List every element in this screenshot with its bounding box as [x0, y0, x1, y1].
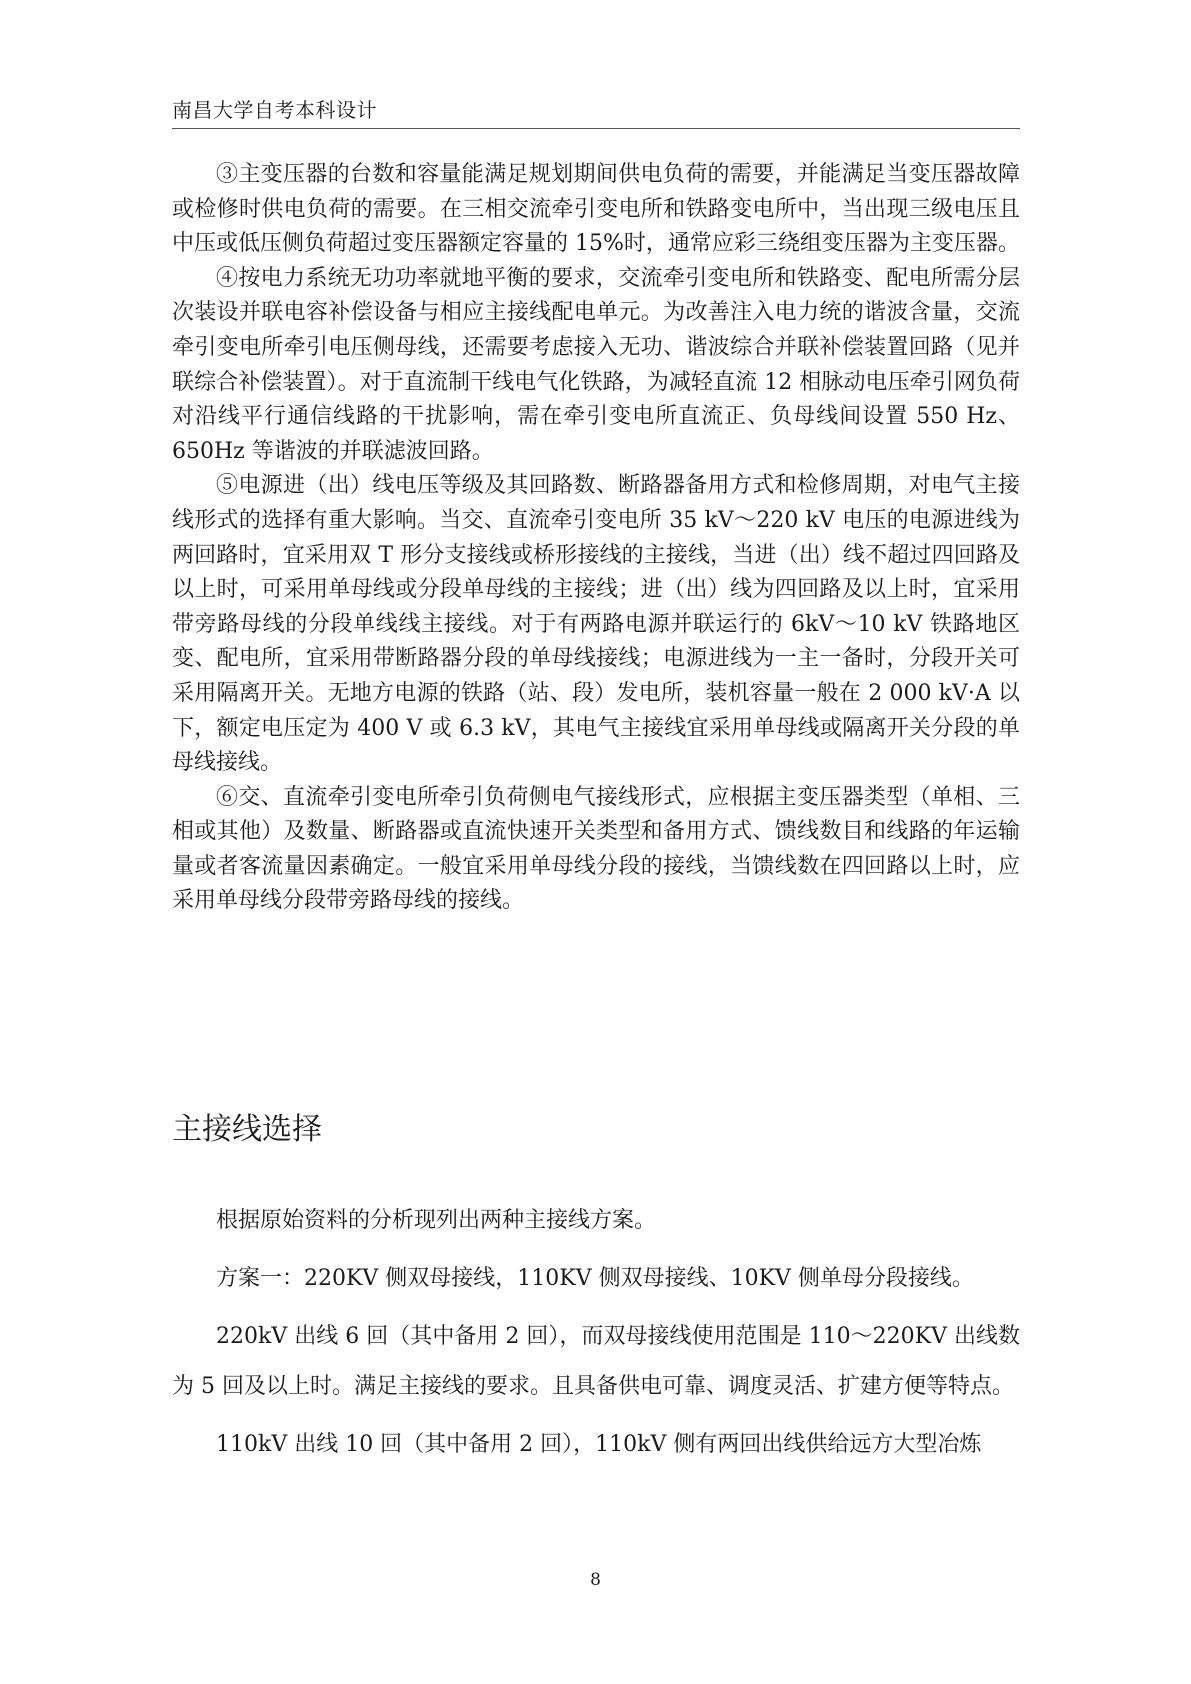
section-body — [172, 1196, 1020, 1478]
paragraph-6: ⑥交、直流牵引变电所牵引负荷侧电气接线形式，应根据主变压器类型（单相、三相或其他）及数量、断路器或直流快速开关类型和备用方式、馈线数目和线路的年运输量或者客流量因素确定。一般宜采用单母线分段的接线，当馈线数在四回路以上时，应采用单母线分段带旁路母线的接线。 — [172, 784, 1020, 914]
body-text — [172, 158, 1020, 919]
page-header: 南昌大学自考本科设计 — [172, 98, 377, 122]
header-divider — [172, 128, 1020, 129]
section-paragraph-220kv: 220kV 出线 6 回（其中备用 2 回），而双母接线使用范围是 110～220KV 出线数为 5 回及以上时。满足主接线的要求。且具备供电可靠、调度灵活、扩建方便等特点。 — [172, 1324, 1020, 1399]
section-paragraph-intro: 根据原始资料的分析现列出两种主接线方案。 — [216, 1208, 657, 1233]
paragraph-4: ④按电力系统无功功率就地平衡的要求，交流牵引变电所和铁路变、配电所需分层次装设并联电容补偿设备与相应主接线配电单元。为改善注入电力统的谐波含量，交流牵引变电所牵引电压侧母线，还需要考虑接入无功、谐波综合并联补偿装置回路（见并联综合补偿装置）。对于直流制干线电气化铁路，为减轻直流 12 相脉动电压牵引网负荷对沿线平行通信线路的干扰影响，需在牵引变电所直流正、负母线间设置 550 Hz、650Hz 等谐波的并联滤波回路。 — [172, 265, 1020, 464]
section-paragraph-scheme-1: 方案一：220KV 侧双母接线，110KV 侧双母接线、10KV 侧单母分段接线。 — [216, 1266, 974, 1291]
section-paragraph-110kv: 110kV 出线 10 回（其中备用 2 回），110kV 侧有两回出线供给远方大型冶炼 — [216, 1432, 982, 1457]
page-number: 8 — [590, 1570, 601, 1590]
paragraph-5: ⑤电源进（出）线电压等级及其回路数、断路器备用方式和检修周期，对电气主接线形式的选择有重大影响。当交、直流牵引变电所 35 kV～220 kV 电压的电源进线为两回路时，宜采用双 T 形分支接线或桥形接线的主接线，当进（出）线不超过四回路及以上时，可采用单母线或分段单母线的主接线；进（出）线为四回路及以上时，宜采用带旁路母线的分段单线线主接线。对于有两路电源并联运行的 6kV～10 kV 铁路地区变、配电所，宜采用带断路器分段的单母线接线；电源进线为一主一备时，分段开关可采用隔离开关。无地方电源的铁路（站、段）发电所，装机容量一般在 2 000 kV·A 以下，额定电压定为 400 V 或 6.3 kV，其电气主接线宜采用单母线或隔离开关分段的单母线接线。 — [172, 473, 1020, 776]
paragraph-3: ③主变压器的台数和容量能满足规划期间供电负荷的需要，并能满足当变压器故障或检修时供电负荷的需要。在三相交流牵引变电所和铁路变电所中，当出现三级电压且中压或低压侧负荷超过变压器额定容量的 15%时，通常应彩三绕组变压器为主变压器。 — [172, 162, 1020, 257]
section-title: 主接线选择 — [172, 1112, 322, 1147]
